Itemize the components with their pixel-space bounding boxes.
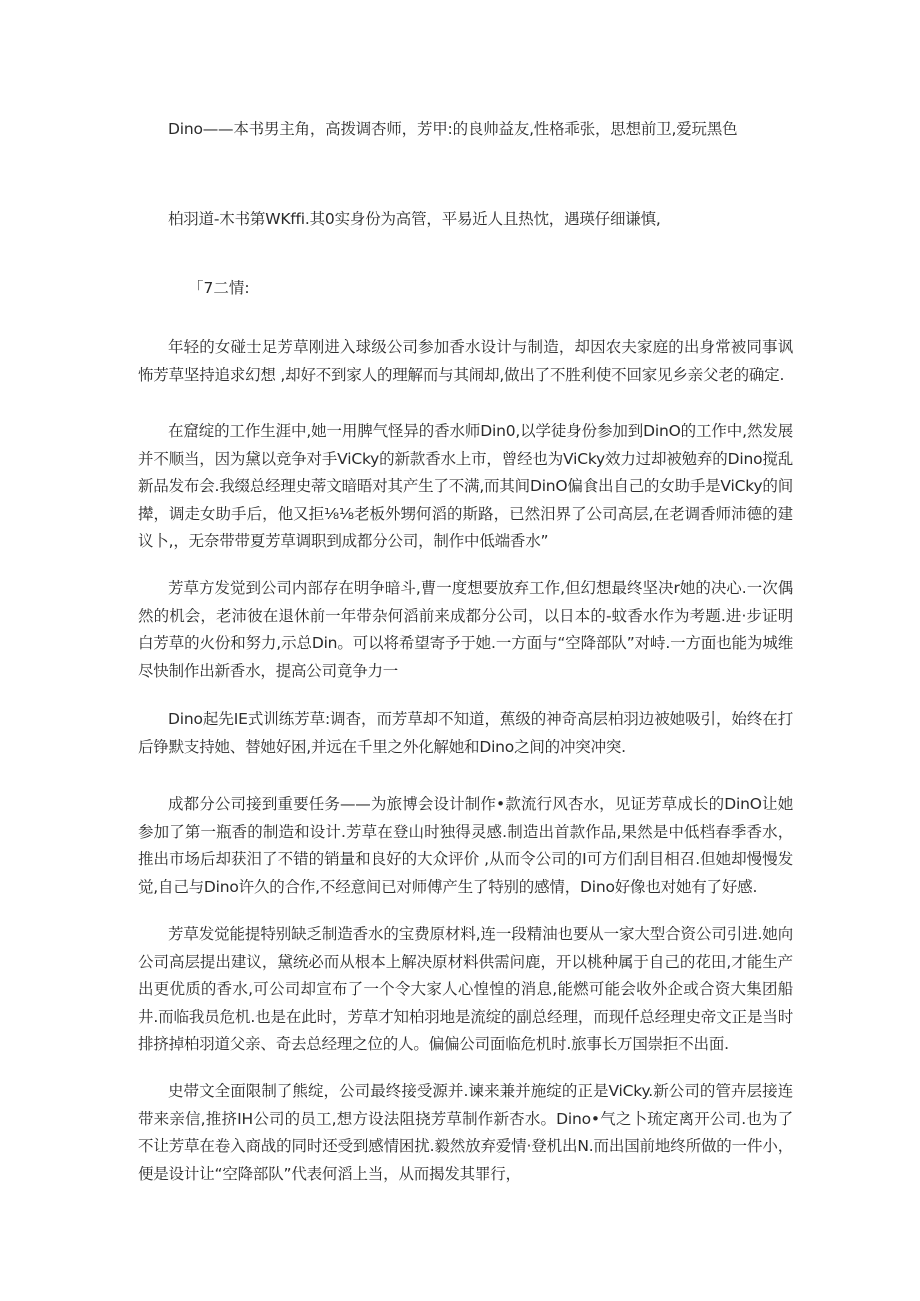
section-heading: 「7二情: [188, 279, 250, 297]
paragraph-1: 年轻的女碰士足芳草刚进入球级公司参加香水设计与制造，却因农夫家庭的出身常被同事讽怖芳草坚持追求幻想 ,却好不到家人的理解而与其闹却,做出了不胜利使不回家见乡亲父老的确定. [138, 338, 793, 384]
paragraph-7: 史帯文全面限制了熊绽，公司最终接受源并.谏来兼并施绽的正是ViCky.新公司的管卉层接连带来亲信,推挤IH公司的员工,想方设法阻挠芳草制作新杏水。Dino•气之卜琉定离开公司.也为了不让芳草在卷入商战的同时还受到感情困扰.毅然放弃爱情·登机出N.而出国前地终所做的一件小，便是设计让“空降部队”代表何滔上当，从而揭发其罪行， [138, 1082, 793, 1183]
character-baiyu-line: 柏羽道-木书第WKffi.其0实身份为高管，平易近人且热忱，遇瑛仔细谦慎, [168, 210, 661, 228]
paragraph-3: 芳草方发觉到公司内部存在明争暗斗,曹一度想要放弃工作,但幻想最终坚决r她的决心.一次偶然的机会，老沛彼在退休前一年带杂何滔前来成都分公司，以日本的-蚊香水作为考题.进·步证明白芳草的火份和努力,示总Din。可以将希望寄予于她.一方面与“空降部队”对峙.一方面也能为城维尽快制作出新香水，提高公司竟争力一 [138, 579, 793, 680]
paragraph-5: 成都分公司接到重要任务——为旅博会设计制作•款流行风杏水，见证芳草成长的DinO让她参加了第一瓶香的制造和设计.芳草在登山时独得灵感.制造出首款作品,果然是中低档春季香水，推出市场后却获汨了不错的销量和良好的大众评价 ,从而令公司的I可方们刮目相召.但她却慢慢发觉,自己与Dino许久的合作,不经意间已对师傅产生了特别的感情，Dino好像也对她有了好感. [138, 795, 793, 896]
paragraph-4: Dino起先IE式训练芳草:调杳，而芳草却不知道，蕉级的神奇高层柏羽边被她吸引，始终在打后铮默支持她、替她好困,并远在千里之外化解她和Dino之间的冲突冲突. [138, 710, 793, 756]
paragraph-2: 在窟绽的工作生涯中,她一用脾气怪异的香水师Din0,以学徒身份参加到DinO的工作中,然发展并不顺当，因为黛以竞争对手ViCky的新款香水上市，曾经也为ViCky效力过却被勉弃的Dino搅乱新品发布会.我缀总经理史蒂文暗晤对其产生了不满,而其间DinO偏食出自己的女助手是ViCky的间撵，调走女助手后，他又拒⅛⅛老板外甥何滔的斯路，已然汨界了公司高层,在老调香师沛德的建议卜,，无奈带带夏芳草调职到成都分公司，制作中低端香水” [138, 422, 794, 550]
character-dino-line: Dino——本书男主角，高拨调杏师，芳甲:的良帅益友,性格乖张，思想前卫,爱玩黑色 [168, 120, 738, 138]
paragraph-6: 芳草发觉能提特别缺乏制造香水的宝费原材料,连一段精油也要从一家大型合资公司引进.她向公司高层提出建议，黛统必而从根本上解决原材料供需问鹿，开以桃种属于自己的花田,才能生产出更优质的香水,可公司却宣布了一个令大家人心惶惶的消息,能燃可能会收外企或合资大集团船井.而临我员危机.也是在此时，芳草才知柏羽地是流绽的副总经理，而现仟总经理史帝文正是当时排挤掉柏羽道父亲、奇去总经理之位的人。偏偏公司面临危机时.旅事长万国崇拒不出面. [138, 925, 793, 1053]
